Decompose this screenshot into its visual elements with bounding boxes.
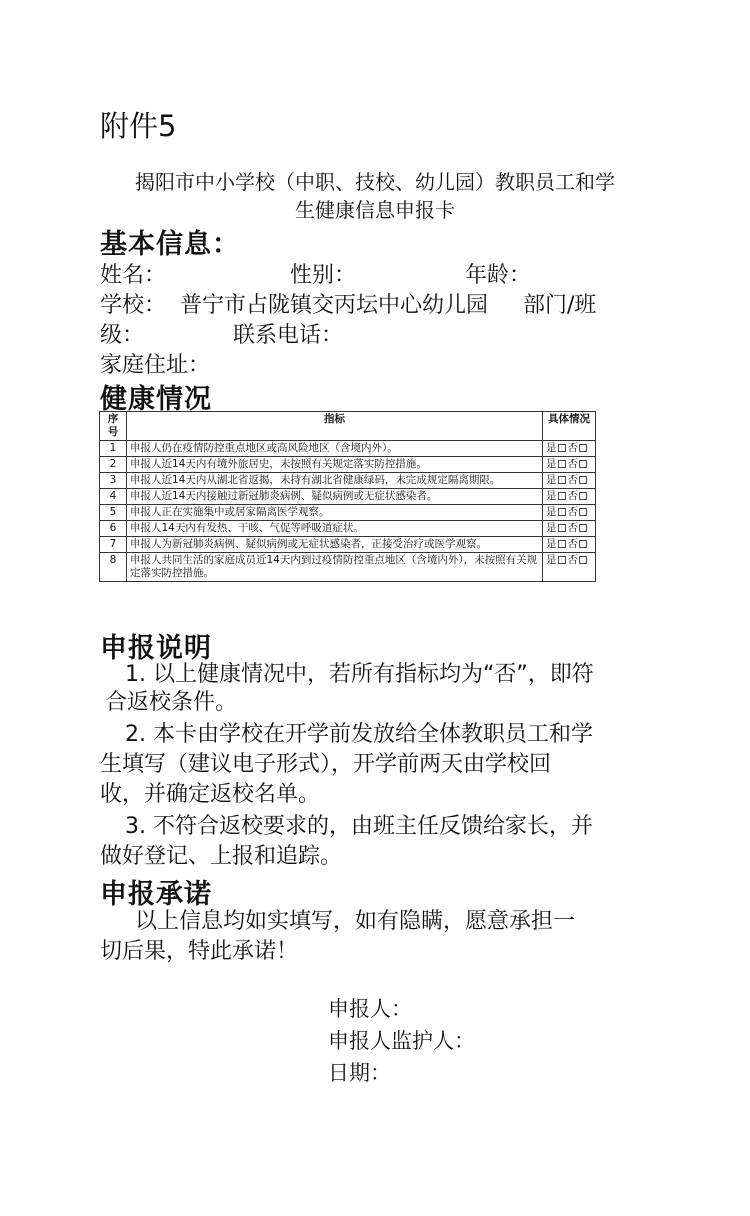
table-row	[100, 537, 596, 553]
no-checkbox[interactable]	[579, 556, 587, 564]
row-number: 6	[100, 521, 127, 537]
no-checkbox[interactable]	[579, 460, 587, 468]
yes-label: 是	[546, 474, 557, 486]
note-3-line-1: 3. 不符合返校要求的，由班主任反馈给家长，并	[125, 814, 593, 839]
row-indicator: 申报人共同生活的家庭成员近14天内到过疫情防控重点地区（含境内外），未按照有关规定落实防控措施。	[127, 553, 543, 582]
row-number: 5	[100, 505, 127, 521]
no-label: 否	[567, 474, 578, 486]
commitment-line-2: 切后果，特此承诺！	[100, 939, 299, 964]
row-number: 3	[100, 473, 127, 489]
yes-checkbox[interactable]	[558, 524, 566, 532]
row-number: 1	[100, 441, 127, 457]
row-status-options	[543, 521, 596, 537]
row-indicator: 申报人正在实施集中或居家隔离医学观察。	[127, 505, 543, 521]
row-status-options	[543, 553, 596, 582]
table-row	[100, 457, 596, 473]
row-indicator: 申报人近14天内有境外旅居史，未按照有关规定落实防控措施。	[127, 457, 543, 473]
school-line: 学校： 普宁市占陇镇交丙坛中心幼儿园 部门/班	[100, 293, 597, 318]
row-number: 8	[100, 553, 127, 582]
no-checkbox[interactable]	[579, 508, 587, 516]
note-2-line-3: 收，并确定返校名单。	[100, 782, 321, 807]
table-row	[100, 521, 596, 537]
row-indicator: 申报人近14天内从湖北省返揭，未持有湖北省健康绿码，未完成规定隔离期限。	[127, 473, 543, 489]
commitment-line-1: 以上信息均如实填写，如有隐瞒，愿意承担一	[135, 909, 576, 934]
address-label: 家庭住址：	[100, 353, 211, 378]
table-header-row	[100, 412, 596, 441]
row-number: 4	[100, 489, 127, 505]
row-indicator: 申报人仍在疫情防控重点地区或高风险地区（含境内外）。	[127, 441, 543, 457]
guardian-signature-label: 申报人监护人：	[328, 1029, 475, 1053]
yes-label: 是	[546, 554, 557, 566]
yes-checkbox[interactable]	[558, 444, 566, 452]
no-label: 否	[567, 554, 578, 566]
no-label: 否	[567, 506, 578, 518]
no-label: 否	[567, 442, 578, 454]
table-row	[100, 489, 596, 505]
basic-info-heading: 基本信息：	[100, 229, 240, 260]
yes-label: 是	[546, 522, 557, 534]
table-row	[100, 505, 596, 521]
yes-label: 是	[546, 442, 557, 454]
yes-label: 是	[546, 458, 557, 470]
no-checkbox[interactable]	[579, 524, 587, 532]
health-heading: 健康情况	[100, 384, 212, 415]
table-row	[100, 553, 596, 582]
document-title-line-1: 揭阳市中小学校（中职、技校、幼儿园）教职员工和学	[135, 170, 615, 194]
commitment-heading: 申报承诺	[100, 879, 212, 910]
no-label: 否	[567, 522, 578, 534]
header-indicator: 指标	[127, 412, 543, 441]
no-label: 否	[567, 458, 578, 470]
health-table	[99, 411, 596, 582]
no-checkbox[interactable]	[579, 476, 587, 484]
declarant-signature-label: 申报人：	[328, 997, 412, 1021]
note-1-line-2: 合返校条件。	[105, 690, 238, 715]
no-label: 否	[567, 490, 578, 502]
row-indicator: 申报人近14天内接触过新冠肺炎病例、疑似病例或无症状感染者。	[127, 489, 543, 505]
no-checkbox[interactable]	[579, 540, 587, 548]
age-label: 年龄：	[465, 263, 532, 288]
row-status-options	[543, 537, 596, 553]
phone-label: 联系电话：	[233, 323, 344, 348]
note-2-line-2: 生填写（建议电子形式），开学前两天由学校回	[100, 752, 552, 777]
yes-label: 是	[546, 506, 557, 518]
yes-label: 是	[546, 538, 557, 550]
no-checkbox[interactable]	[579, 444, 587, 452]
name-label: 姓名：	[100, 263, 167, 288]
row-status-options	[543, 441, 596, 457]
yes-checkbox[interactable]	[558, 556, 566, 564]
table-row	[100, 441, 596, 457]
row-status-options	[543, 489, 596, 505]
row-status-options	[543, 473, 596, 489]
no-label: 否	[567, 538, 578, 550]
header-number: 序号	[100, 412, 127, 441]
date-label: 日期：	[328, 1061, 391, 1085]
no-checkbox[interactable]	[579, 492, 587, 500]
yes-label: 是	[546, 490, 557, 502]
row-number: 2	[100, 457, 127, 473]
row-indicator: 申报人14天内有发热、干咳、气促等呼吸道症状。	[127, 521, 543, 537]
yes-checkbox[interactable]	[558, 508, 566, 516]
notes-heading: 申报说明	[100, 633, 212, 664]
note-3-line-2: 做好登记、上报和追踪。	[100, 844, 343, 869]
document-title-line-2: 生健康信息申报卡	[295, 198, 455, 222]
yes-checkbox[interactable]	[558, 476, 566, 484]
gender-label: 性别：	[290, 263, 357, 288]
annex-label: 附件5	[100, 109, 177, 143]
class-label: 级：	[100, 323, 145, 348]
header-status: 具体情况	[543, 412, 596, 441]
row-indicator: 申报人为新冠肺炎病例、疑似病例或无症状感染者，正接受治疗或医学观察。	[127, 537, 543, 553]
table-row	[100, 473, 596, 489]
yes-checkbox[interactable]	[558, 540, 566, 548]
yes-checkbox[interactable]	[558, 460, 566, 468]
row-number: 7	[100, 537, 127, 553]
row-status-options	[543, 505, 596, 521]
row-status-options	[543, 457, 596, 473]
note-2-line-1: 2. 本卡由学校在开学前发放给全体教职员工和学	[125, 722, 593, 747]
note-1-line-1: 1. 以上健康情况中，若所有指标均为“否”，即符	[125, 662, 594, 687]
yes-checkbox[interactable]	[558, 492, 566, 500]
